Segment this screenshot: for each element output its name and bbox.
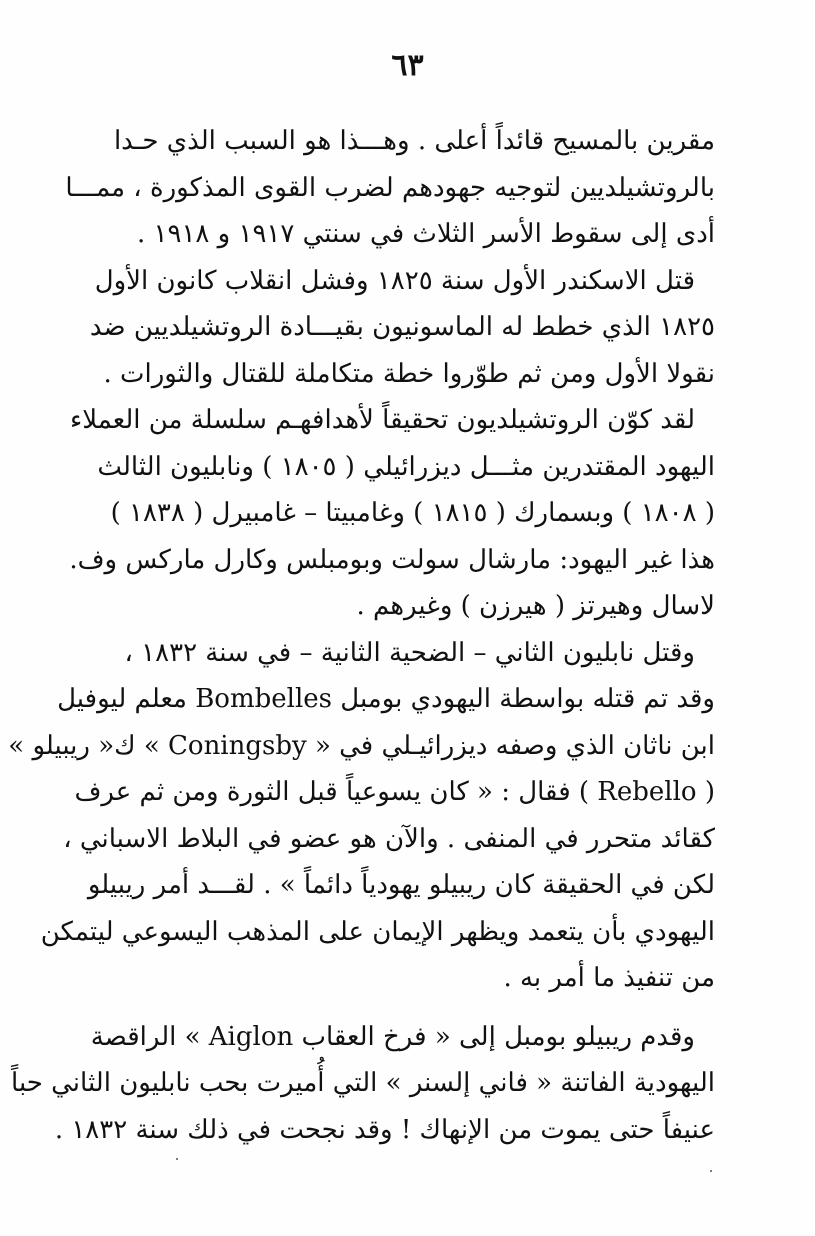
text-line: لكن في الحقيقة كان ريبيلو يهودياً دائماً » . لقـــد أمر ريبيلو [87, 870, 715, 900]
text-line: ( ١٨٠٨ ) وبسمارك ( ١٨١٥ ) وغامبيتا – غامبيرل ( ١٨٣٨ ) [110, 498, 715, 528]
text-line: وقد تم قتله بواسطة اليهودي بومبل Bombelles معلم ليوفيل [57, 684, 715, 714]
scan-speck [710, 1170, 712, 1172]
paragraph-2 [88, 258, 715, 398]
paragraph-spacer [88, 1002, 715, 1014]
text-line: مقرين بالمسيح قائداً أعلى . وهـــذا هو السبب الذي حـدا [113, 126, 715, 156]
text-line: أدى إلى سقوط الأسر الثلاث في سنتي ١٩١٧ و ١٩١٨ . [137, 219, 715, 249]
text-line: كقائد متحرر في المنفى . والآن هو عضو في البلاط الاسباني ، [63, 823, 715, 854]
text-line: اليهود المقتدرين مثـــل ديزرائيلي ( ١٨٠٥ ) ونابليون الثالث [97, 451, 715, 482]
text-line: نقولا الأول ومن ثم طوّروا خطة متكاملة للقتال والثورات . [103, 358, 715, 389]
body-text [8, 118, 715, 1153]
text-line: وقدم ريبيلو بومبل إلى « فرخ العقاب Aiglon » الراقصة [90, 1021, 695, 1052]
page-number: ٦٣ [391, 48, 424, 83]
text-line: من تنفيذ ما أمر به . [503, 963, 715, 993]
text-line: ( Rebello ) فقال : « كان يسوعياً قبل الثورة ومن ثم عرف [74, 777, 715, 807]
text-line: هذا غير اليهود: مارشال سولت وبومبلس وكارل ماركس وف. [69, 544, 715, 575]
paragraph-5 [11, 1014, 715, 1154]
paragraph-1 [65, 118, 715, 258]
text-line: اليهودية الفاتنة « فاني إلسنر » التي أُميرت بحب نابليون الثاني حباً [11, 1068, 715, 1098]
text-line: وقتل نابليون الثاني – الضحية الثانية – في سنة ١٨٣٢ ، [124, 637, 695, 668]
paragraph-4 [8, 630, 715, 1002]
text-line: ١٨٢٥ الذي خطط له الماسونيون بقيـــادة الروتشيلديين ضد [89, 312, 715, 342]
text-line: عنيفاً حتى يموت من الإنهاك ! وقد نجحت في ذلك سنة ١٨٣٢ . [54, 1114, 715, 1145]
scan-speck [176, 1158, 178, 1160]
paragraph-3 [69, 397, 715, 630]
text-line: قتل الاسكندر الأول سنة ١٨٢٥ وفشل انقلاب كانون الأول [94, 265, 695, 296]
text-line: لاسال وهيرتز ( هيرزن ) وغيرهم . [356, 591, 715, 621]
text-line: ابن ناثان الذي وصفه ديزرائيـلي في « Coningsby » ك« ريبيلو » [8, 730, 715, 761]
text-line: اليهودي بأن يتعمد ويظهر الإيمان على المذهب اليسوعي ليتمكن [40, 916, 715, 947]
text-line: بالروتشيلديين لتوجيه جهودهم لضرب القوى المذكورة ، ممـــا [65, 172, 715, 203]
text-line: لقد كوّن الروتشيلديون تحقيقاً لأهدافهـم سلسلة من العملاء [70, 405, 695, 435]
